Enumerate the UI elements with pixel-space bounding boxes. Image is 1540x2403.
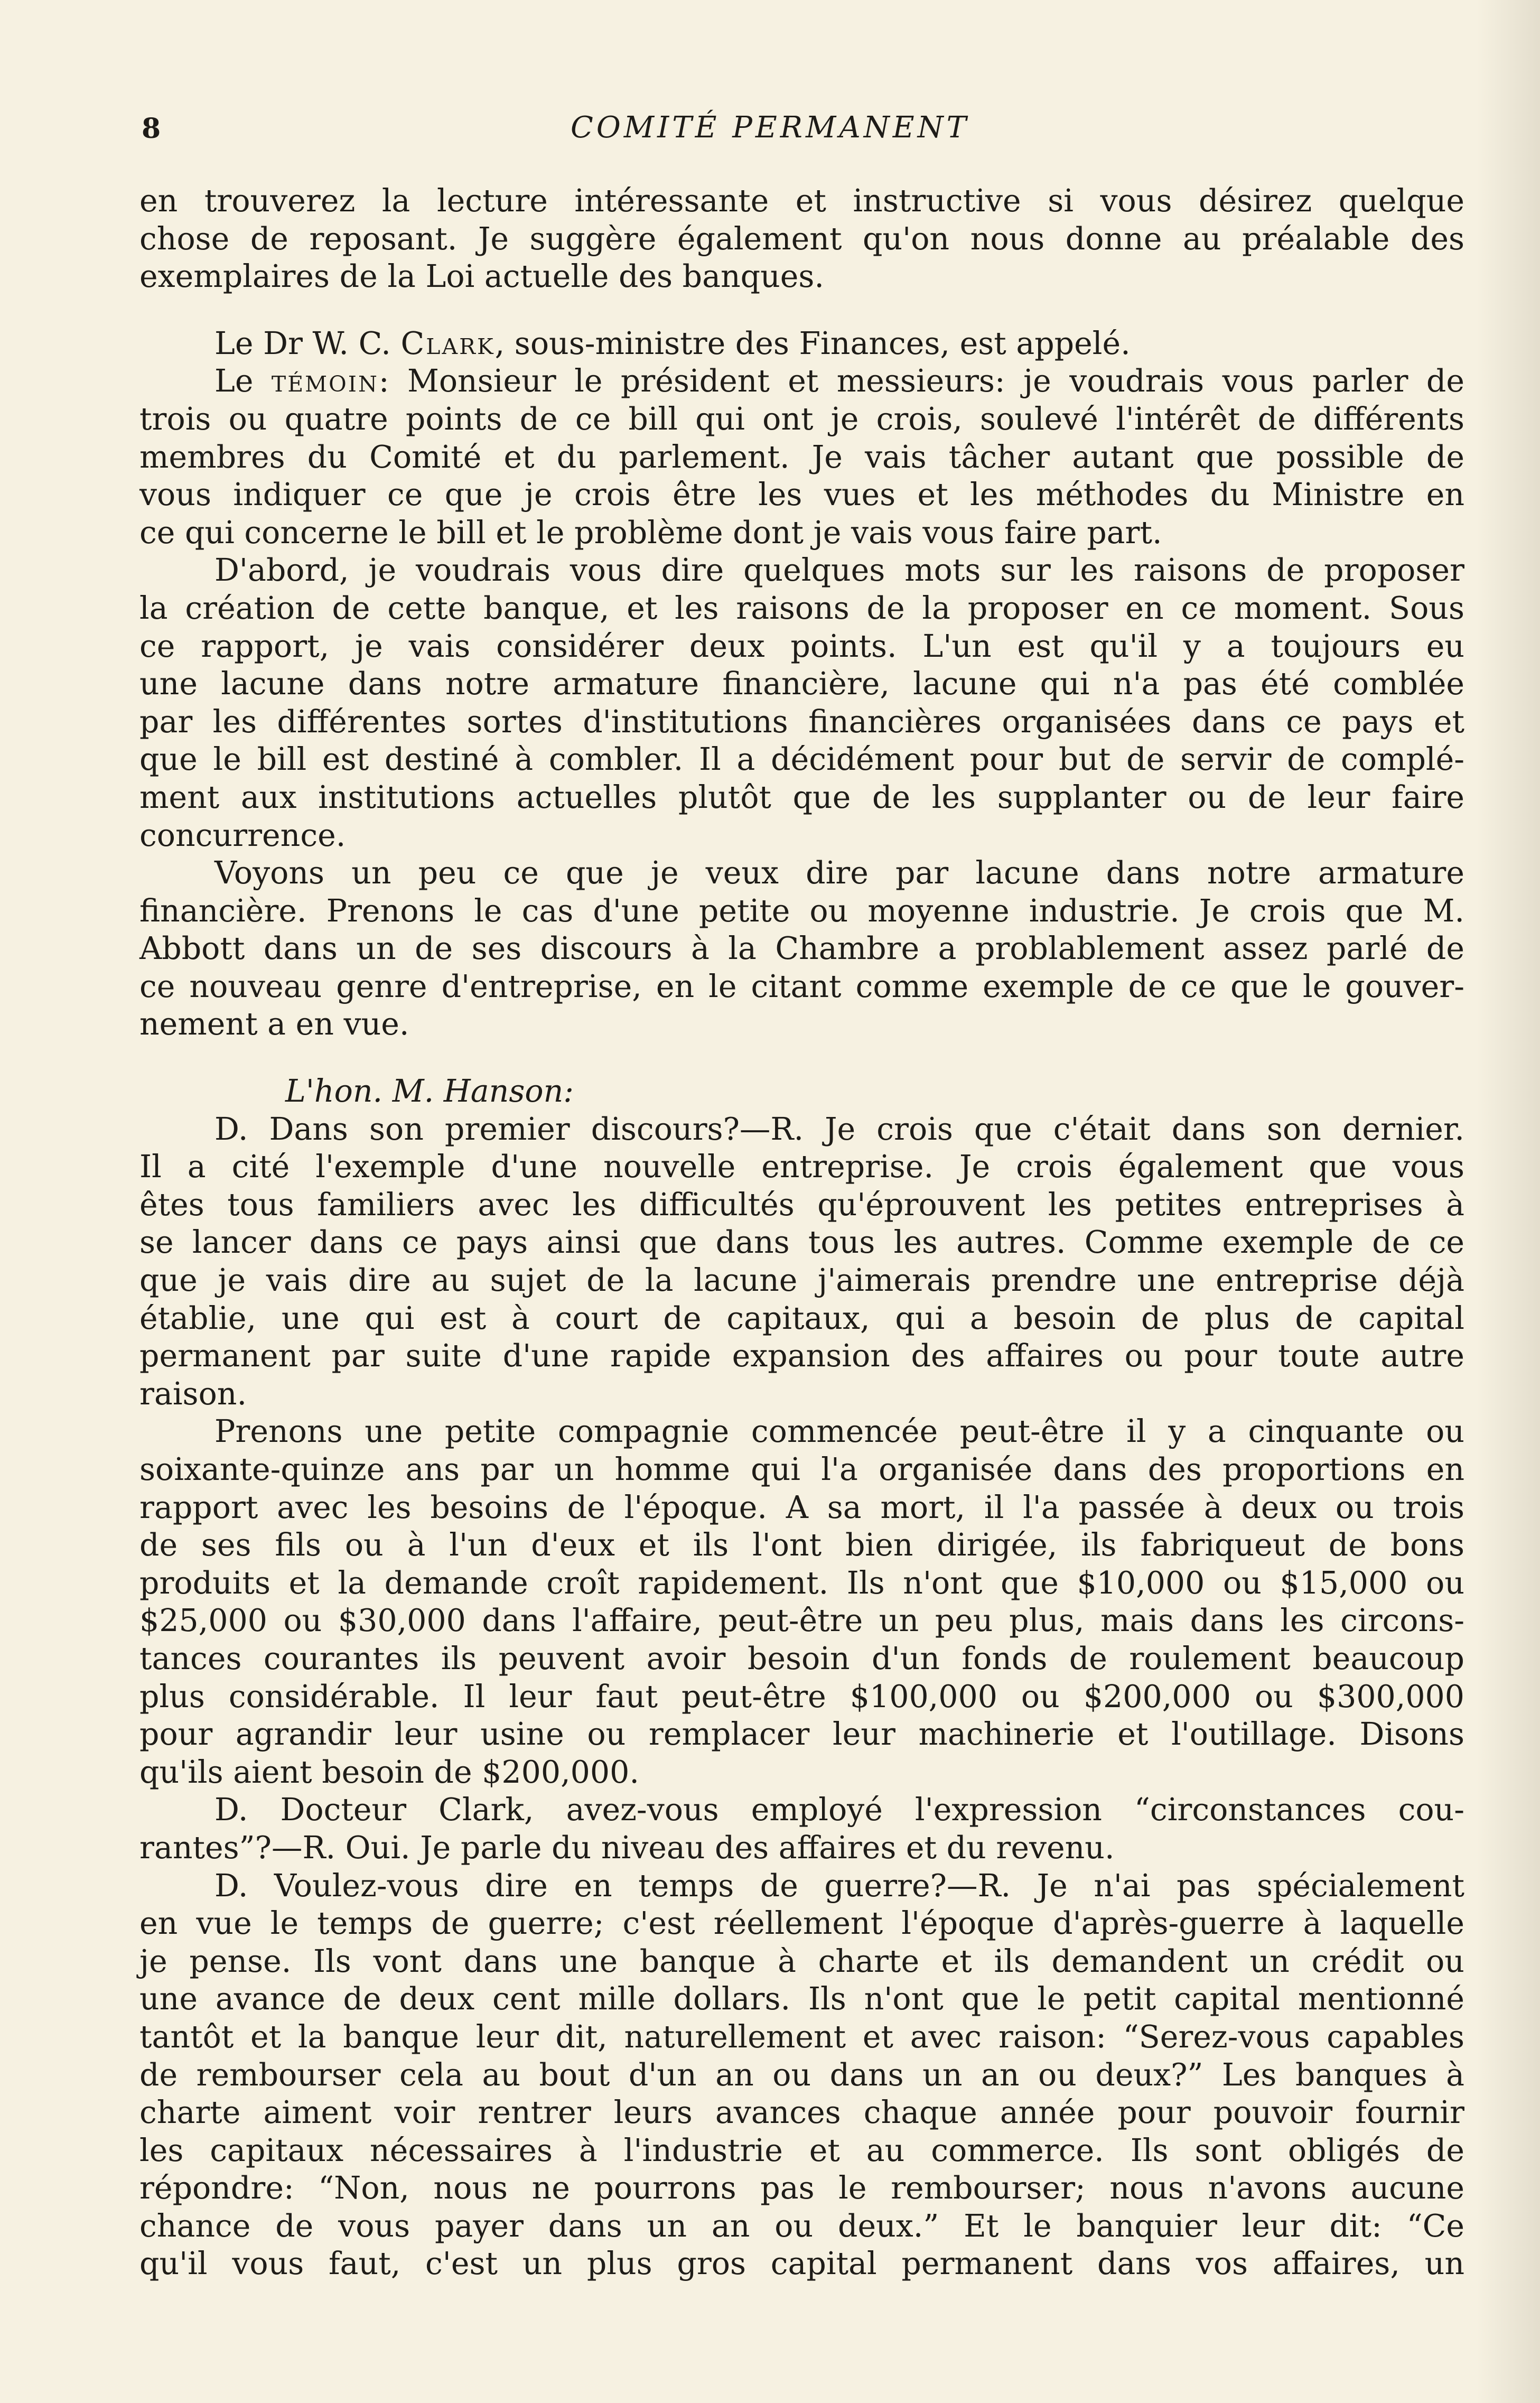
text-line: qu'ils aient besoin de $200,000.	[139, 1754, 639, 1790]
text-line: une lacune dans notre armature financière, lacune qui n'a pas été comblée	[139, 666, 1464, 702]
text-line: trois ou quatre points de ce bill qui ont je crois, soulevé l'intérêt de différents	[139, 400, 1464, 437]
text-line: qu'il vous faut, c'est un plus gros capital permanent dans vos affaires, un	[139, 2246, 1464, 2282]
text-line: établie, une qui est à court de capitaux, qui a besoin de plus de capital	[139, 1300, 1464, 1336]
text-line: en vue le temps de guerre; c'est réellement l'époque d'après-guerre à laquelle	[139, 1905, 1464, 1942]
text-line: chose de reposant. Je suggère également qu'on nous donne au préalable des	[139, 220, 1464, 257]
temoin-line: Le témoin: Monsieur le président et messieurs: je voudrais vous parler de	[214, 363, 1464, 399]
text-line: membres du Comité et du parlement. Je vais tâcher autant que possible de	[139, 439, 1464, 475]
text-line: pour agrandir leur usine ou remplacer leur machinerie et l'outillage. Disons	[139, 1716, 1464, 1753]
witness-call-line: Le Dr W. C. Clark, sous-ministre des Finances, est appelé.	[214, 325, 1131, 361]
running-title: COMITÉ PERMANENT	[571, 110, 969, 145]
text-line: Voyons un peu ce que je veux dire par lacune dans notre armature	[214, 855, 1464, 891]
body-text	[139, 182, 1464, 2283]
text-line: la création de cette banque, et les raisons de la proposer en ce moment. Sous	[139, 590, 1464, 626]
text-line: êtes tous familiers avec les difficultés qu'éprouvent les petites entreprises à	[139, 1186, 1464, 1223]
text-line: raison.	[139, 1375, 247, 1412]
text-line: soixante-quinze ans par un homme qui l'a organisée dans des proportions en	[139, 1451, 1464, 1487]
text-line: en trouverez la lecture intéressante et instructive si vous désirez quelque	[139, 183, 1464, 219]
page-number: 8	[142, 113, 161, 145]
text-line: produits et la demande croît rapidement. Ils n'ont que $10,000 ou $15,000 ou	[139, 1564, 1464, 1601]
text-line: D'abord, je voudrais vous dire quelques mots sur les raisons de proposer	[214, 552, 1464, 589]
text-line: nement a en vue.	[139, 1006, 409, 1042]
text-line: financière. Prenons le cas d'une petite ou moyenne industrie. Je crois que M.	[139, 892, 1464, 929]
text-line: ce rapport, je vais considérer deux points. L'un est qu'il y a toujours eu	[139, 628, 1464, 664]
text-line: tantôt et la banque leur dit, naturellement et avec raison: “Serez-vous capables	[139, 2018, 1464, 2055]
text-line: rantes”?—R. Oui. Je parle du niveau des affaires et du revenu.	[139, 1829, 1115, 1866]
text-line: que je vais dire au sujet de la lacune j'aimerais prendre une entreprise déjà	[139, 1262, 1464, 1299]
page-edge-shadow	[1477, 0, 1540, 2403]
text-line: que le bill est destiné à combler. Il a décidément pour but de servir de complé-	[139, 741, 1464, 778]
text-line: D. Voulez-vous dire en temps de guerre?—R. Je n'ai pas spécialement	[214, 1867, 1464, 1904]
text-line: je pense. Ils vont dans une banque à charte et ils demandent un crédit ou	[139, 1943, 1464, 1979]
text-line: Il a cité l'exemple d'une nouvelle entreprise. Je crois également que vous	[139, 1149, 1464, 1185]
text-line: D. Dans son premier discours?—R. Je crois que c'était dans son dernier.	[214, 1111, 1464, 1147]
text-line: concurrence.	[139, 817, 346, 853]
text-line: charte aiment voir rentrer leurs avances chaque année pour pouvoir fournir	[139, 2094, 1464, 2131]
text-line: exemplaires de la Loi actuelle des banques.	[139, 258, 824, 295]
text-line: ce nouveau genre d'entreprise, en le citant comme exemple de ce que le gouver-	[139, 968, 1464, 1004]
text-line: Abbott dans un de ses discours à la Chambre a problablement assez parlé de	[139, 930, 1464, 967]
text-line: permanent par suite d'une rapide expansion des affaires ou pour toute autre	[139, 1338, 1464, 1374]
text-line: ce qui concerne le bill et le problème dont je vais vous faire part.	[139, 514, 1162, 551]
text-line: tances courantes ils peuvent avoir besoin d'un fonds de roulement beaucoup	[139, 1640, 1464, 1676]
text-line: $25,000 ou $30,000 dans l'affaire, peut-être un peu plus, mais dans les circons-	[139, 1603, 1464, 1639]
text-line: D. Docteur Clark, avez-vous employé l'expression “circonstances cou-	[214, 1792, 1464, 1828]
text-line: rapport avec les besoins de l'époque. A sa mort, il l'a passée à deux ou trois	[139, 1489, 1464, 1525]
text-line: par les différentes sortes d'institutions financières organisées dans ce pays et	[139, 703, 1464, 740]
temoin-label: témoin	[271, 363, 379, 399]
text-line: de ses fils ou à l'un d'eux et ils l'ont bien dirigée, ils fabriqueut de bons	[139, 1527, 1464, 1563]
text-line: chance de vous payer dans un an ou deux.” Et le banquier leur dit: “Ce	[139, 2208, 1464, 2244]
text-line: ment aux institutions actuelles plutôt que de les supplanter ou de leur faire	[139, 779, 1464, 815]
speaker-heading: L'hon. M. Hanson:	[285, 1073, 574, 1110]
text-line: se lancer dans ce pays ainsi que dans tous les autres. Comme exemple de ce	[139, 1224, 1464, 1261]
text-line: Prenons une petite compagnie commencée peut-être il y a cinquante ou	[214, 1413, 1464, 1450]
witness-name: Clark	[400, 325, 495, 361]
text-line: de rembourser cela au bout d'un an ou dans un an ou deux?” Les banques à	[139, 2056, 1464, 2093]
text-line: une avance de deux cent mille dollars. Ils n'ont que le petit capital mentionné	[139, 1981, 1464, 2017]
text-line: répondre: “Non, nous ne pourrons pas le rembourser; nous n'avons aucune	[139, 2170, 1464, 2206]
text-line: les capitaux nécessaires à l'industrie et au commerce. Ils sont obligés de	[139, 2132, 1464, 2168]
text-line: plus considérable. Il leur faut peut-être $100,000 ou $200,000 ou $300,000	[139, 1678, 1464, 1715]
text-line: vous indiquer ce que je crois être les vues et les méthodes du Ministre en	[139, 477, 1464, 513]
